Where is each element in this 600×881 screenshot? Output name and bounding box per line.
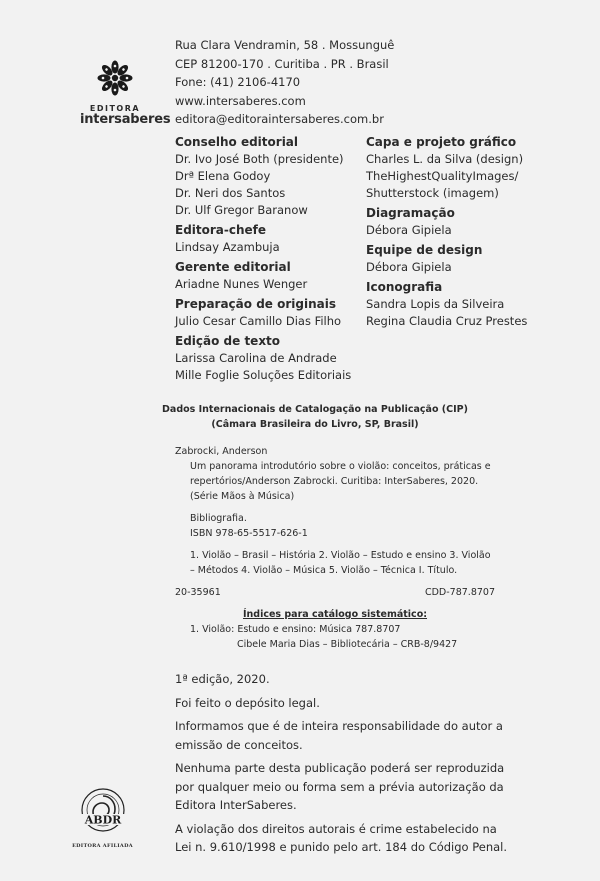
cip-bibliography: Bibliografia. bbox=[190, 513, 247, 524]
cip-header bbox=[120, 402, 510, 432]
credit-line: Ariadne Nunes Wenger bbox=[175, 277, 308, 291]
cip-isbn: ISBN 978-65-5517-626-1 bbox=[190, 528, 308, 539]
cip-librarian: Cibele Maria Dias – Bibliotecária – CRB-8/9427 bbox=[237, 639, 458, 650]
credit-line: Mille Foglie Soluções Editoriais bbox=[175, 368, 352, 382]
edition-note: 1ª edição, 2020. bbox=[175, 672, 270, 686]
credit-heading: Preparação de originais bbox=[175, 297, 336, 311]
credit-line: Dr. Ulf Gregor Baranow bbox=[175, 203, 308, 217]
logo-label-editora: EDITORA bbox=[89, 104, 141, 113]
credit-line: Regina Claudia Cruz Prestes bbox=[366, 314, 528, 328]
address-email: editora@editoraintersaberes.com.br bbox=[175, 112, 384, 126]
credit-line: Charles L. da Silva (design) bbox=[366, 152, 524, 166]
credit-line: Julio Cesar Camillo Dias Filho bbox=[175, 314, 342, 328]
address-phone: Fone: (41) 2106-4170 bbox=[175, 75, 301, 89]
legal-deposit-note: Foi feito o depósito legal. bbox=[175, 695, 320, 710]
credits-left-column bbox=[175, 134, 351, 384]
credit-heading: Diagramação bbox=[366, 206, 455, 220]
cip-numbers-row bbox=[175, 585, 495, 600]
publisher-address bbox=[175, 36, 394, 129]
flower-logo-icon bbox=[95, 58, 135, 98]
cip-index-heading: Índices para catálogo sistemático: bbox=[242, 609, 428, 620]
credit-line: Débora Gipiela bbox=[366, 223, 452, 237]
address-street: Rua Clara Vendramin, 58 . Mossunguê bbox=[175, 38, 395, 52]
cip-cdd: CDD-787.8707 bbox=[424, 587, 495, 598]
copyright-law-note: A violação dos direitos autorais é crime estabelecido na Lei n. 9.610/1998 e punido pelo art. 184 do Código Penal. bbox=[175, 821, 508, 854]
credit-line: TheHighestQualityImages/ bbox=[366, 169, 519, 183]
credit-heading: Editora-chefe bbox=[175, 223, 267, 237]
credit-heading: Gerente editorial bbox=[175, 260, 291, 274]
cip-subtitle: (Câmara Brasileira do Livro, SP, Brasil) bbox=[211, 419, 419, 430]
credit-line: Lindsay Azambuja bbox=[175, 240, 280, 254]
credit-heading: Edição de texto bbox=[175, 334, 281, 348]
credits-right-column bbox=[366, 134, 527, 330]
credit-line: Débora Gipiela bbox=[366, 260, 452, 274]
abdr-wordmark: ABDR bbox=[84, 813, 121, 827]
abdr-seal bbox=[70, 786, 135, 849]
credit-line: Dr. Neri dos Santos bbox=[175, 186, 286, 200]
responsibility-note: Informamos que é de inteira responsabilidade do autor a emissão de conceitos. bbox=[175, 719, 503, 752]
credit-heading: Iconografia bbox=[366, 280, 443, 294]
cip-index-entry: 1. Violão: Estudo e ensino: Música 787.8707 bbox=[190, 624, 401, 635]
abdr-seal-icon bbox=[73, 786, 133, 838]
address-cep: CEP 81200-170 . Curitiba . PR . Brasil bbox=[175, 56, 389, 71]
publisher-logo bbox=[80, 58, 171, 127]
cip-description: Um panorama introdutório sobre o violão: conceitos, práticas e repertórios/Anderson Zabrocki. Curitiba: InterSaberes, 2020. (Série Mãos à Música) bbox=[190, 461, 491, 502]
abdr-caption: EDITORA AFILIADA bbox=[72, 843, 133, 849]
cip-control-number: 20-35961 bbox=[175, 587, 221, 598]
credit-line: Sandra Lopis da Silveira bbox=[366, 297, 505, 311]
legal-notes bbox=[175, 670, 515, 862]
credit-line: Larissa Carolina de Andrade bbox=[175, 351, 337, 365]
reproduction-note: Nenhuma parte desta publicação poderá ser reproduzida por qualquer meio ou forma sem a prévia autorização da Editora InterSaberes. bbox=[175, 761, 505, 812]
credit-line: Shutterstock (imagem) bbox=[366, 186, 499, 200]
cip-record bbox=[175, 444, 495, 652]
credit-line: Drª Elena Godoy bbox=[175, 169, 271, 183]
cip-title: Dados Internacionais de Catalogação na Publicação (CIP) bbox=[162, 404, 468, 415]
credit-heading: Equipe de design bbox=[366, 243, 483, 257]
cip-subjects: 1. Violão – Brasil – História 2. Violão – Estudo e ensino 3. Violão – Métodos 4. Violão – Música 5. Violão – Técnica I. Título. bbox=[190, 550, 491, 576]
cip-author: Zabrocki, Anderson bbox=[175, 446, 268, 457]
credit-line: Dr. Ivo José Both (presidente) bbox=[175, 152, 344, 166]
address-website: www.intersaberes.com bbox=[175, 93, 306, 108]
logo-label-intersaberes: intersaberes bbox=[80, 112, 171, 127]
credit-heading: Conselho editorial bbox=[175, 135, 299, 149]
credit-heading: Capa e projeto gráfico bbox=[366, 135, 517, 149]
